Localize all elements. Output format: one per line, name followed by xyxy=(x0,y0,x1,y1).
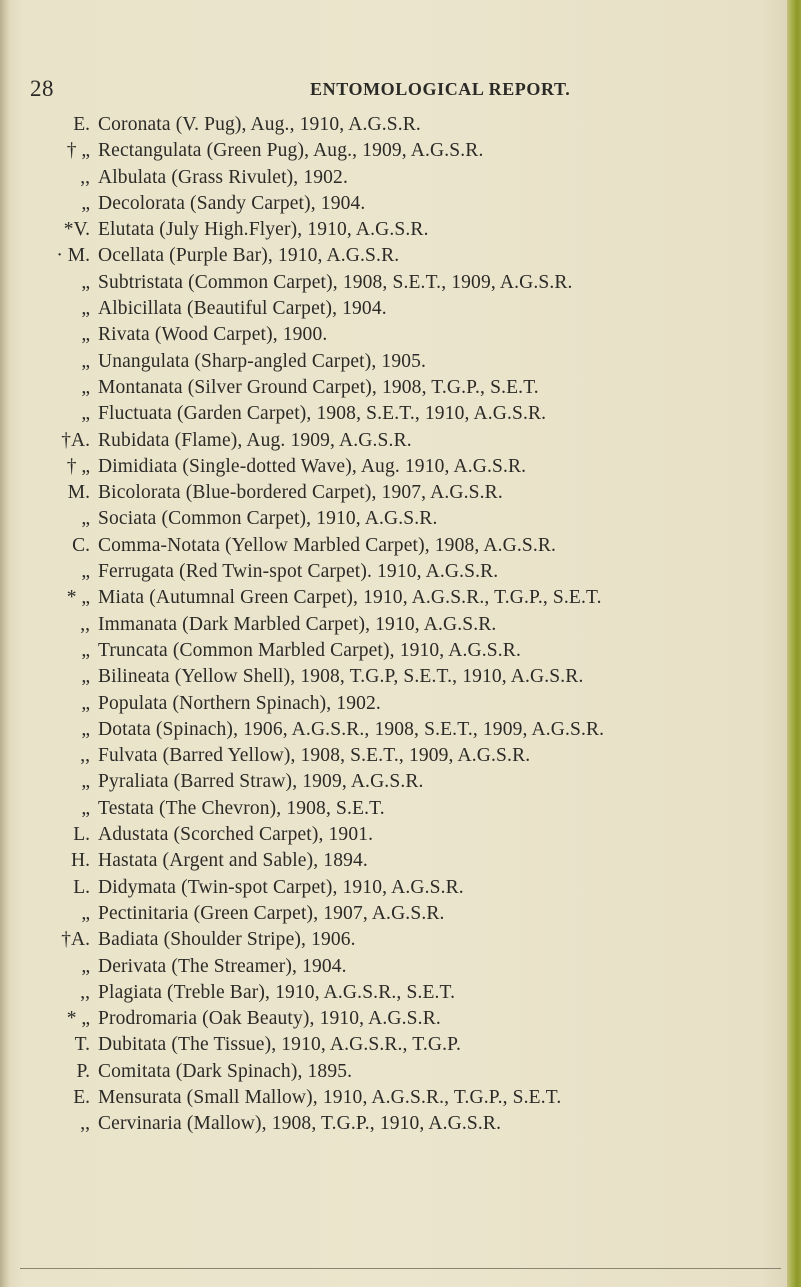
list-item xyxy=(0,428,801,454)
entry-text: Rectangulata (Green Pug), Aug., 1909, A.G.S.R. xyxy=(98,140,484,162)
list-item xyxy=(0,717,801,743)
entry-prefix: T. xyxy=(74,1034,90,1056)
entry-text: Unangulata (Sharp-angled Carpet), 1905. xyxy=(98,350,427,372)
entry-prefix: ,, xyxy=(80,745,90,767)
entry-prefix: „ xyxy=(81,771,90,793)
list-item xyxy=(0,506,801,532)
entry-text: Comma-Notata (Yellow Marbled Carpet), 1908, A.G.S.R. xyxy=(98,534,557,556)
entry-prefix: P. xyxy=(76,1060,90,1082)
list-item xyxy=(0,375,801,401)
entry-text: Cervinaria (Mallow), 1908, T.G.P., 1910, A.G.S.R. xyxy=(98,1113,502,1135)
page-bottom-rule xyxy=(20,1268,781,1269)
entry-text: Elutata (July High.Flyer), 1910, A.G.S.R. xyxy=(98,219,429,241)
list-item xyxy=(0,980,801,1006)
entry-prefix: „ xyxy=(81,192,90,214)
entry-text: Dotata (Spinach), 1906, A.G.S.R., 1908, S.E.T., 1909, A.G.S.R. xyxy=(98,718,605,740)
list-item xyxy=(0,612,801,638)
entry-prefix: ,, xyxy=(80,1113,90,1135)
list-item xyxy=(0,401,801,427)
entry-text: Pyraliata (Barred Straw), 1909, A.G.S.R. xyxy=(98,771,424,793)
entry-text: Ocellata (Purple Bar), 1910, A.G.S.R. xyxy=(98,245,400,267)
list-item xyxy=(0,1032,801,1058)
entry-text: Pectinitaria (Green Carpet), 1907, A.G.S.R. xyxy=(98,902,445,924)
entry-text: Plagiata (Treble Bar), 1910, A.G.S.R., S.E.T. xyxy=(98,981,456,1003)
entry-text: Adustata (Scorched Carpet), 1901. xyxy=(98,824,374,846)
entry-prefix: E. xyxy=(73,114,90,135)
list-item xyxy=(0,1111,801,1137)
entry-prefix: M. xyxy=(67,482,90,504)
list-item xyxy=(0,296,801,322)
entry-text: Albulata (Grass Rivulet), 1902. xyxy=(98,166,348,188)
entry-text: Sociata (Common Carpet), 1910, A.G.S.R. xyxy=(98,508,438,530)
entry-prefix: † „ xyxy=(66,455,90,477)
entry-prefix: ,, xyxy=(80,166,90,188)
list-item xyxy=(0,322,801,348)
entry-prefix: *V. xyxy=(63,219,90,241)
list-item xyxy=(0,875,801,901)
entry-prefix: †A. xyxy=(61,929,90,951)
entry-text: Mensurata (Small Mallow), 1910, A.G.S.R., T.G.P., S.E.T. xyxy=(98,1086,562,1108)
entry-text: Immanata (Dark Marbled Carpet), 1910, A.G.S.R. xyxy=(98,613,497,635)
page-header xyxy=(0,76,801,108)
entry-prefix: † „ xyxy=(66,140,90,162)
entry-text: Albicillata (Beautiful Carpet), 1904. xyxy=(98,298,387,320)
list-item xyxy=(0,243,801,269)
list-item xyxy=(0,585,801,611)
entry-text: Montanata (Silver Ground Carpet), 1908, T.G.P., S.E.T. xyxy=(98,376,539,398)
entry-text: Bicolorata (Blue-bordered Carpet), 1907, A.G.S.R. xyxy=(98,482,503,504)
list-item xyxy=(0,138,801,164)
running-head: ENTOMOLOGICAL REPORT. xyxy=(310,79,571,99)
list-item xyxy=(0,217,801,243)
list-item xyxy=(0,691,801,717)
list-item xyxy=(0,664,801,690)
entry-prefix: †A. xyxy=(61,429,90,451)
list-item xyxy=(0,480,801,506)
entry-text: Derivata (The Streamer), 1904. xyxy=(98,955,347,977)
entry-text: Ferrugata (Red Twin-spot Carpet). 1910, A.G.S.R. xyxy=(98,561,499,583)
entry-text: Bilineata (Yellow Shell), 1908, T.G.P, S.E.T., 1910, A.G.S.R. xyxy=(98,666,584,688)
list-item xyxy=(0,349,801,375)
list-item xyxy=(0,270,801,296)
list-item xyxy=(0,743,801,769)
entry-prefix: „ xyxy=(81,692,90,714)
entry-text: Dimidiata (Single-dotted Wave), Aug. 1910, A.G.S.R. xyxy=(98,455,527,477)
list-item xyxy=(0,769,801,795)
entry-text: Subtristata (Common Carpet), 1908, S.E.T., 1909, A.G.S.R. xyxy=(98,271,573,293)
entry-prefix: „ xyxy=(81,718,90,740)
entry-text: Rivata (Wood Carpet), 1900. xyxy=(98,324,328,346)
entry-prefix: L. xyxy=(73,824,90,846)
entry-prefix: · M. xyxy=(56,245,90,267)
entry-text: Hastata (Argent and Sable), 1894. xyxy=(98,850,368,872)
entry-text: Rubidata (Flame), Aug. 1909, A.G.S.R. xyxy=(98,429,412,451)
entry-text: Testata (The Chevron), 1908, S.E.T. xyxy=(98,797,385,819)
list-item xyxy=(0,822,801,848)
list-item xyxy=(0,559,801,585)
entry-prefix: „ xyxy=(81,376,90,398)
entry-text: Fluctuata (Garden Carpet), 1908, S.E.T., 1910, A.G.S.R. xyxy=(98,403,547,425)
entry-prefix: „ xyxy=(81,902,90,924)
entry-prefix: „ xyxy=(81,324,90,346)
entry-prefix: H. xyxy=(71,850,90,872)
entry-text: Truncata (Common Marbled Carpet), 1910, A.G.S.R. xyxy=(98,639,521,661)
list-item xyxy=(0,533,801,559)
entry-prefix: „ xyxy=(81,955,90,977)
entry-prefix: „ xyxy=(81,350,90,372)
entry-text: Populata (Northern Spinach), 1902. xyxy=(98,692,381,714)
list-item xyxy=(0,796,801,822)
entry-prefix: „ xyxy=(81,666,90,688)
list-item xyxy=(0,638,801,664)
list-item xyxy=(0,848,801,874)
entry-prefix: C. xyxy=(72,534,90,556)
entry-text: Decolorata (Sandy Carpet), 1904. xyxy=(98,192,366,214)
entry-prefix: * „ xyxy=(66,587,90,609)
entry-text: Comitata (Dark Spinach), 1895. xyxy=(98,1060,353,1082)
entry-prefix: „ xyxy=(81,271,90,293)
list-item xyxy=(0,1006,801,1032)
entry-prefix: „ xyxy=(81,298,90,320)
entry-text: Badiata (Shoulder Stripe), 1906. xyxy=(98,929,356,951)
entry-text: Miata (Autumnal Green Carpet), 1910, A.G.S.R., T.G.P., S.E.T. xyxy=(98,587,602,609)
list-item xyxy=(0,1059,801,1085)
entry-text: Coronata (V. Pug), Aug., 1910, A.G.S.R. xyxy=(98,114,421,135)
entry-text: Fulvata (Barred Yellow), 1908, S.E.T., 1909, A.G.S.R. xyxy=(98,745,531,767)
entry-text: Prodromaria (Oak Beauty), 1910, A.G.S.R. xyxy=(98,1008,441,1030)
list-item xyxy=(0,112,801,138)
entry-prefix: „ xyxy=(81,639,90,661)
list-item xyxy=(0,927,801,953)
list-item xyxy=(0,954,801,980)
entry-prefix: ,, xyxy=(80,613,90,635)
entry-prefix: „ xyxy=(81,403,90,425)
species-list xyxy=(0,112,801,1138)
list-item xyxy=(0,165,801,191)
entry-text: Didymata (Twin-spot Carpet), 1910, A.G.S.R. xyxy=(98,876,464,898)
entry-prefix: „ xyxy=(81,561,90,583)
page-number: 28 xyxy=(30,76,54,101)
entry-prefix: E. xyxy=(73,1086,90,1108)
list-item xyxy=(0,1085,801,1111)
entry-prefix: * „ xyxy=(66,1008,90,1030)
entry-prefix: „ xyxy=(81,797,90,819)
list-item xyxy=(0,901,801,927)
entry-prefix: ,, xyxy=(80,981,90,1003)
entry-text: Dubitata (The Tissue), 1910, A.G.S.R., T.G.P. xyxy=(98,1034,462,1056)
list-item xyxy=(0,454,801,480)
list-item xyxy=(0,191,801,217)
entry-prefix: L. xyxy=(73,876,90,898)
entry-prefix: „ xyxy=(81,508,90,530)
